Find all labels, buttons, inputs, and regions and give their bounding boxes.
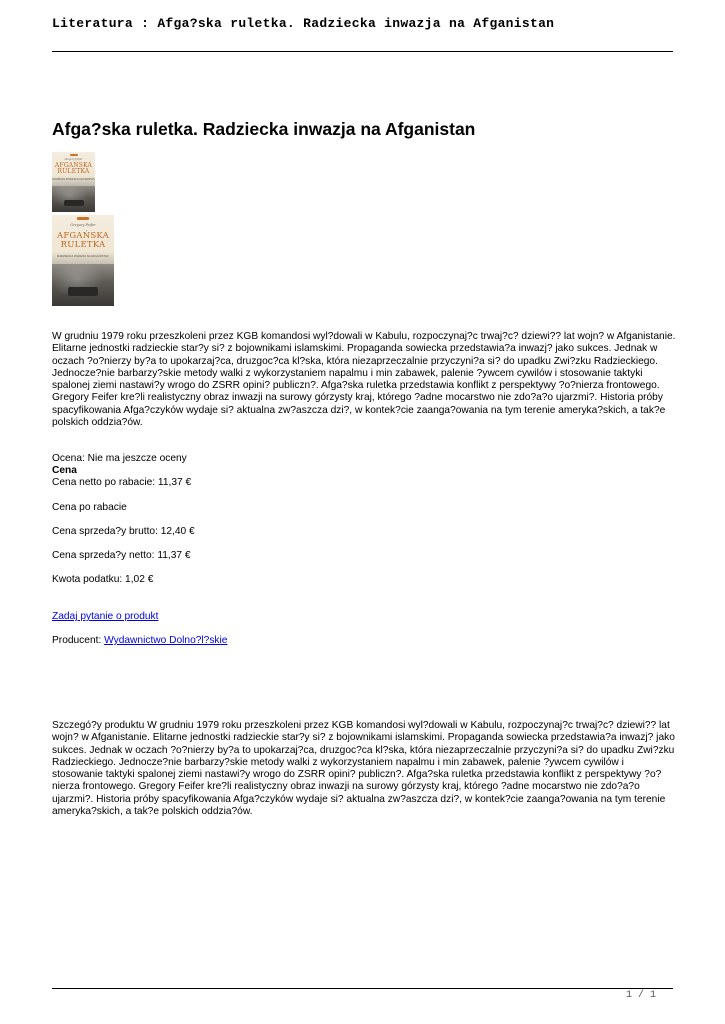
tax-amount: Kwota podatku: 1,02 € — [52, 574, 154, 585]
cover-author: Gregory Feifer — [70, 223, 96, 227]
product-details: Szczegó?y produktu W grudniu 1979 roku przeszkoleni przez KGB komandosi wyl?dowali w Kabulu, rozpoczynaj?c trwaj?c? dziewi?? lat wojn? w Afganistanie. Elitarne jednostki radzieckie star?y si? z bojownikami islamskimi. Propaganda sowiecka przedstawia?a inwazj? jako sukces. Jednak w oczach ?o?nierzy by?a to upokarzaj?ca, druzgoc?ca kl?ska, która niezaprzeczalnie przyczyni?a si? do upadku Zwi?zku Radzieckiego. Jednocze?nie barbarzy?skie metody walki z wykorzystaniem napalmu i min zabawek, palenie ?ywcem cywilów i stosowanie taktyki spalonej ziemi nastawi?y wrogo do ZSRR opini? publiczn?. Afga?ska ruletka przedstawia konflikt z perspektywy ?o?nierza frontowego. Gregory Feifer kre?li realistyczny obraz inwazji na surowy górzysty kraj, którego ?adne mocarstwo nie zdo?a?o ujarzmi?. Historia próby spacyfikowania Afga?czyków wydaje si? aktualna zw?aszcza dzi?, w kontek?cie zaanga?owania na tym terenie ameryka?skich, a tak?e polskich oddzia?ów. — [52, 720, 675, 818]
product-description: W grudniu 1979 roku przeszkoleni przez KGB komandosi wyl?dowali w Kabulu, rozpoczynaj?c trwaj?c? dziewi?? lat wojn? w Afganistanie. Elitarne jednostki radzieckie star?y si? z bojownikami islamskimi. Propaganda sowiecka przedstawia?a inwazj? jako sukces. Jednak w oczach ?o?nierzy by?a to upokarzaj?ca, druzgoc?ca kl?ska, która niezaprzeczalnie przyczyni?a si? do upadku Zwi?zku Radzieckiego. Jednocze?nie barbarzy?skie metody walki z wykorzystaniem napalmu i min zabawek, palenie ?ywcem cywilów i stosowanie taktyki spalonej ziemi nastawi?y wrogo do ZSRR opini? publiczn?. Afga?ska ruletka przedstawia konflikt z perspektywy ?o?nierza frontowego. Gregory Feifer kre?li realistyczny obraz inwazji na surowy górzysty kraj, którego ?adne mocarstwo nie zdo?a?o ujarzmi?. Historia próby spacyfikowania Afga?czyków wydaje si? aktualna zw?aszcza dzi?, w kontek?cie zaanga?owania na tym terenie ameryka?skich, a tak?e polskich oddzia?ów. — [52, 331, 676, 429]
cover-subtitle: RADZIECKA INWAZJA NA AFGANISTAN — [57, 254, 109, 258]
ask-question-line — [52, 611, 158, 623]
cover-title-line: AFGAŃSKA — [54, 162, 93, 169]
price-after-discount: Cena po rabacie — [52, 502, 127, 513]
running-header: Literatura : Afga?ska ruletka. Radziecka inwazja na Afganistan — [52, 16, 555, 31]
cover-photo — [52, 264, 114, 306]
tank-illustration — [64, 200, 84, 206]
cover-title-line: RULETKA — [60, 239, 106, 250]
footer-divider — [52, 988, 673, 989]
rating-text: Ocena: Nie ma jeszcze oceny — [52, 453, 187, 464]
net-sale-price: Cena sprzeda?y netto: 11,37 € — [52, 550, 191, 561]
product-title: Afga?ska ruletka. Radziecka inwazja na Afganistan — [52, 119, 476, 139]
header-divider — [52, 51, 673, 52]
book-cover-thumbnail[interactable] — [52, 152, 95, 212]
price-heading: Cena — [52, 465, 77, 476]
cover-title-line: RULETKA — [57, 168, 90, 176]
cover-title — [52, 163, 95, 176]
publisher-logo-icon — [77, 217, 89, 220]
publisher-logo-icon — [70, 154, 78, 156]
producer-label: Producent: — [52, 635, 105, 646]
cover-photo — [52, 186, 95, 212]
cover-title — [52, 232, 114, 250]
page-number: 1 / 1 — [626, 990, 657, 1001]
producer-link[interactable]: Wydawnictwo Dolno?l?skie — [104, 635, 228, 646]
ask-question-link[interactable]: Zadaj pytanie o produkt — [52, 611, 159, 622]
gross-sale-price: Cena sprzeda?y brutto: 12,40 € — [52, 526, 195, 537]
cover-author: Gregory Feifer — [64, 158, 83, 161]
cover-subtitle: RADZIECKA INWAZJA NA AFGANISTAN — [52, 179, 95, 181]
cover-title-line: AFGAŃSKA — [57, 231, 109, 241]
net-price-after-discount: Cena netto po rabacie: 11,37 € — [52, 477, 192, 488]
book-cover-image[interactable] — [52, 215, 114, 306]
tank-illustration — [68, 287, 98, 296]
producer-line — [52, 635, 227, 647]
